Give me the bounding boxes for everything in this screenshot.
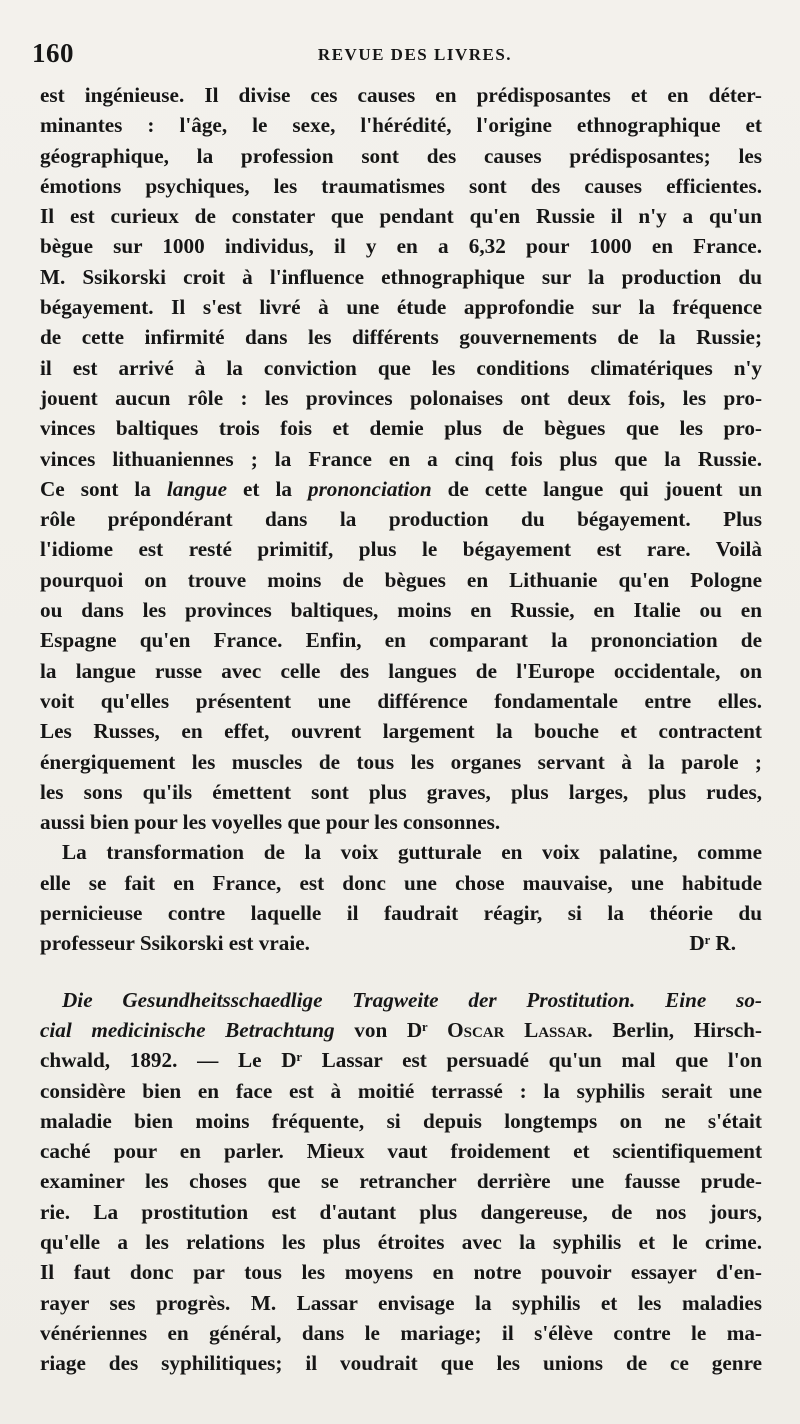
review-title-line <box>40 1015 762 1045</box>
book-subtitle-italic: cial medicinische Betrachtung <box>40 1017 335 1042</box>
text-line: considère bien en face est à moitié terrassé : la syphilis serait une <box>40 1078 762 1103</box>
italic-term-langue: langue <box>166 476 227 501</box>
text-line: la langue russe avec celle des langues de l'Europe occidentale, on <box>40 658 762 683</box>
signature-line-text: professeur Ssikorski est vraie. <box>40 931 310 956</box>
text-line: aussi bien pour les voyelles que pour les consonnes. <box>40 810 501 835</box>
text-line: rayer ses progrès. M. Lassar envisage la syphilis et les maladies <box>40 1290 762 1315</box>
text-line: qu'elle a les relations les plus étroites avec la syphilis et le crime. <box>40 1229 762 1254</box>
text-line: M. Ssikorski croit à l'influence ethnographique sur la production du <box>40 264 762 289</box>
text-line: vinces lithuaniennes ; la France en a cinq fois plus que la Russie. <box>40 446 762 471</box>
text-fragment: von Dʳ <box>334 1017 448 1042</box>
text-line: voit qu'elles présentent une différence fondamentale entre elles. <box>40 688 762 713</box>
text-line: maladie bien moins fréquente, si depuis longtemps on ne s'était <box>40 1108 762 1133</box>
text-line: énergiquement les muscles de tous les organes servant à la parole ; <box>40 749 762 774</box>
text-line: Il faut donc par tous les moyens en notre pouvoir essayer d'en- <box>40 1260 762 1285</box>
text-line: riage des syphilitiques; il voudrait que les unions de ce genre <box>40 1351 762 1376</box>
text-line: pernicieuse contre laquelle il faudrait réagir, si la théorie du <box>40 901 762 926</box>
text-line: rôle prépondérant dans la production du bégayement. Plus <box>40 507 762 532</box>
text-line: bégayement. Il s'est livré à une étude approfondie sur la fréquence <box>40 295 762 320</box>
text-line: vénériennes en général, dans le mariage; il s'élève contre le ma- <box>40 1320 762 1345</box>
text-fragment: Ce sont la <box>40 476 167 501</box>
text-line: Espagne qu'en France. Enfin, en comparant la prononciation de <box>40 628 762 653</box>
text-line-paragraph-start: La transformation de la voix gutturale en voix palatine, comme <box>62 840 762 865</box>
text-fragment: et la <box>226 476 308 501</box>
author-name: Oscar Lassar <box>447 1017 588 1042</box>
text-line: pourquoi on trouve moins de bègues en Lithuanie qu'en Pologne <box>40 567 762 592</box>
page-body <box>40 80 762 1378</box>
text-line: vinces baltiques trois fois et demie plus de bègues que les pro- <box>40 416 762 441</box>
text-line-italic-mixed <box>40 474 762 504</box>
text-line: les sons qu'ils émettent sont plus graves, plus larges, plus rudes, <box>40 779 762 804</box>
reviewer-signature: Dʳ R. <box>689 931 736 956</box>
text-line: Il est curieux de constater que pendant qu'en Russie il n'y a qu'un <box>40 204 762 229</box>
review-title-line <box>40 985 762 1015</box>
page-header <box>30 38 770 78</box>
text-line: de cette infirmité dans les différents gouvernements de la Russie; <box>40 325 762 350</box>
signature-line <box>40 928 762 958</box>
text-line: Les Russes, en effet, ouvrent largement la bouche et contractent <box>40 719 762 744</box>
text-line: bègue sur 1000 individus, il y en a 6,32 pour 1000 en France. <box>40 234 762 259</box>
book-title-italic: Die Gesundheitsschaedlige Tragweite der Prostitution. Eine so- <box>62 987 762 1012</box>
text-line: elle se fait en France, est donc une chose mauvaise, une habitude <box>40 870 762 895</box>
text-line: examiner les choses que se retrancher derrière une fausse prude- <box>40 1169 762 1194</box>
text-line: l'idiome est resté primitif, plus le bégayement est rare. Voilà <box>40 537 762 562</box>
running-head: REVUE DES LIVRES. <box>317 45 513 64</box>
italic-term-prononciation: prononciation <box>307 476 432 501</box>
text-line: est ingénieuse. Il divise ces causes en prédisposantes et en déter- <box>40 83 762 107</box>
text-line: géographique, la profession sont des causes prédisposantes; les <box>40 143 762 168</box>
text-fragment: de cette langue qui jouent un <box>431 476 762 501</box>
text-line: il est arrivé à la conviction que les conditions climatériques n'y <box>40 355 762 380</box>
text-line: minantes : l'âge, le sexe, l'hérédité, l'origine ethnographique et <box>40 113 762 138</box>
page-number: 160 <box>32 38 74 68</box>
text-line: ou dans les provinces baltiques, moins en Russie, en Italie ou en <box>40 598 762 623</box>
text-line: émotions psychiques, les traumatismes sont des causes efficientes. <box>40 173 762 198</box>
text-fragment: . Berlin, Hirsch- <box>587 1017 762 1042</box>
text-line: rie. La prostitution est d'autant plus dangereuse, de nos jours, <box>40 1199 762 1224</box>
text-line: chwald, 1892. — Le Dʳ Lassar est persuadé qu'un mal que l'on <box>40 1048 762 1073</box>
text-line: jouent aucun rôle : les provinces polonaises ont deux fois, les pro- <box>40 385 762 410</box>
text-line: caché pour en parler. Mieux vaut froidement et scientifiquement <box>40 1139 762 1164</box>
